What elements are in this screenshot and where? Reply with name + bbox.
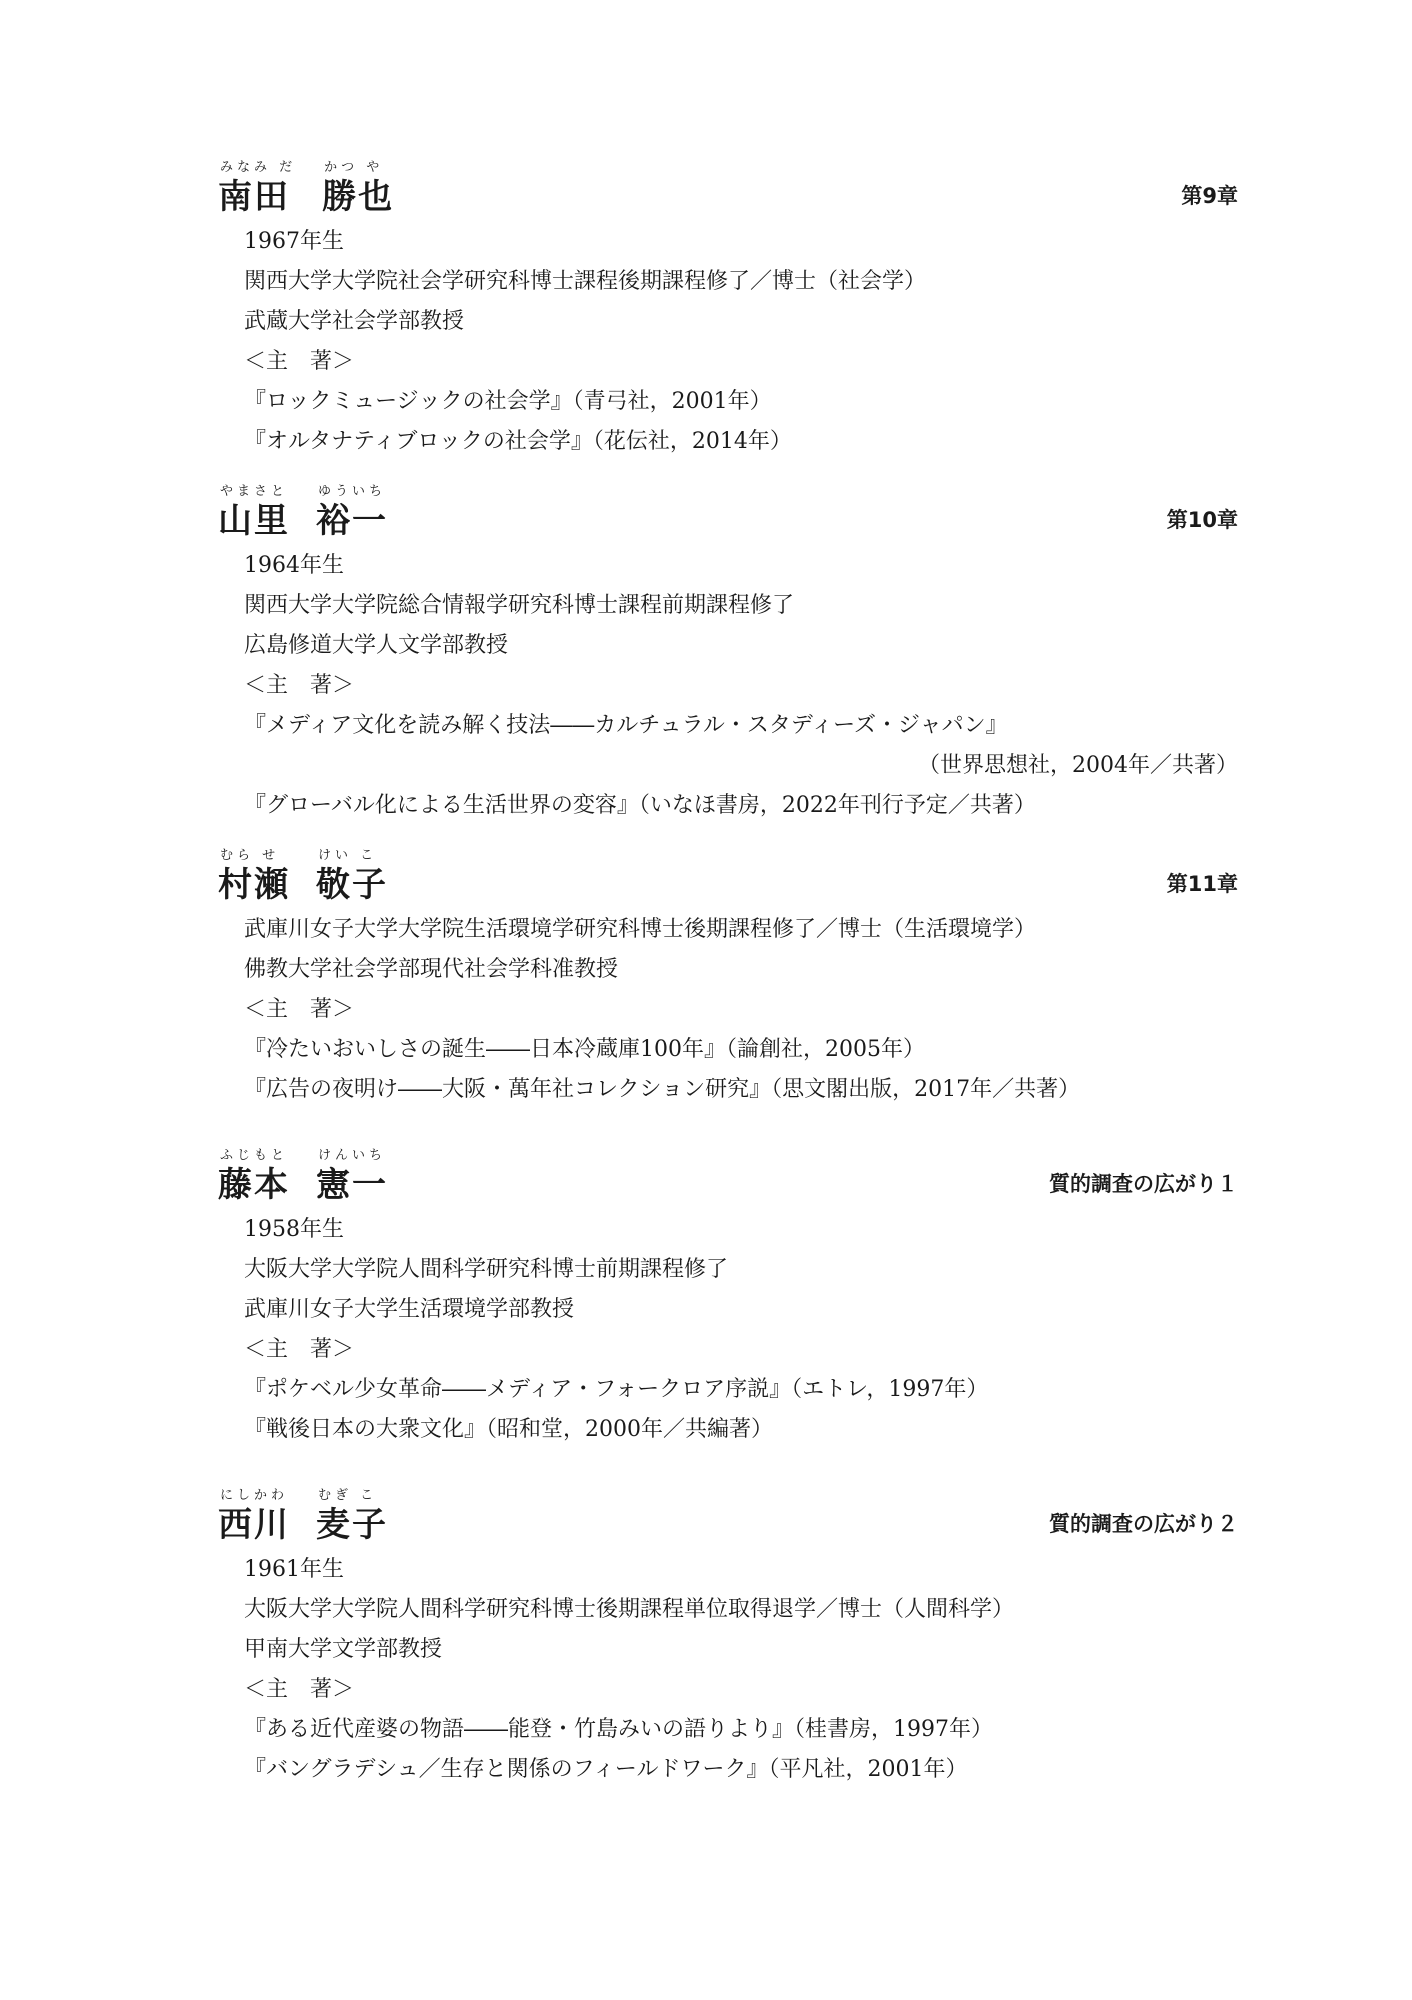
contributor-details <box>244 222 1238 462</box>
surname <box>218 484 290 542</box>
surname <box>218 848 290 906</box>
contributor-entry <box>218 484 1238 826</box>
contributor-heading <box>218 1148 1238 1210</box>
surname-text: 藤本 <box>218 1165 290 1205</box>
major-works-heading: ＜主 著＞ <box>244 349 355 374</box>
major-work: 『戦後日本の大衆文化』（昭和堂，2000年／共編著） <box>244 1417 773 1442</box>
contributor-heading <box>218 160 1238 222</box>
given-name-ruby: ゆういち <box>318 484 387 499</box>
major-work: 『バングラデシュ／生存と関係のフィールドワーク』（平凡社，2001年） <box>244 1757 968 1782</box>
major-works-heading: ＜主 著＞ <box>244 1337 355 1362</box>
chapter-label: 第11章 <box>1166 872 1238 896</box>
affiliation: 武蔵大学社会学部教授 <box>244 309 465 334</box>
affiliation: 武庫川女子大学生活環境学部教授 <box>244 1297 575 1322</box>
major-works-heading: ＜主 著＞ <box>244 997 355 1022</box>
given-name-ruby: かつ や <box>324 160 384 175</box>
education: 武庫川女子大学大学院生活環境学研究科博士後期課程修了／博士（生活環境学） <box>244 917 1037 942</box>
contributor-details <box>244 910 1238 1110</box>
affiliation: 広島修道大学人文学部教授 <box>244 633 509 658</box>
affiliation: 甲南大学文学部教授 <box>244 1637 443 1662</box>
contributor-name <box>218 160 394 218</box>
given-name <box>316 1488 388 1546</box>
surname-ruby: やまさと <box>220 484 289 499</box>
given-name <box>316 848 388 906</box>
chapter-label: 第10章 <box>1166 508 1238 532</box>
contributor-heading <box>218 1488 1238 1550</box>
given-name-text: 麦子 <box>316 1505 388 1545</box>
education: 関西大学大学院社会学研究科博士課程後期課程修了／博士（社会学） <box>244 269 927 294</box>
contributor-heading <box>218 848 1238 910</box>
contributor-entry <box>218 848 1238 1110</box>
given-name-ruby: けんいち <box>318 1148 387 1163</box>
surname-text: 村瀬 <box>218 865 290 905</box>
affiliation: 佛教大学社会学部現代社会学科准教授 <box>244 957 619 982</box>
major-work: 『ポケベル少女革命――メディア・フォークロア序説』（エトレ，1997年） <box>244 1377 989 1402</box>
surname-text: 山里 <box>218 501 290 541</box>
contributor-details <box>244 1550 1238 1790</box>
education: 大阪大学大学院人間科学研究科博士前期課程修了 <box>244 1257 729 1282</box>
major-work: 『オルタナティブロックの社会学』（花伝社，2014年） <box>244 429 792 454</box>
education: 大阪大学大学院人間科学研究科博士後期課程単位取得退学／博士（人間科学） <box>244 1597 1015 1622</box>
birth-year: 1958年生 <box>244 1217 344 1242</box>
major-work-continuation: （世界思想社，2004年／共著） <box>918 753 1238 778</box>
contributor-details <box>244 546 1238 826</box>
chapter-label: 質的調査の広がり１ <box>1049 1172 1238 1196</box>
contributor-details <box>244 1210 1238 1450</box>
major-works-heading: ＜主 著＞ <box>244 673 355 698</box>
contributor-entry <box>218 160 1238 462</box>
birth-year: 1961年生 <box>244 1557 344 1582</box>
contributor-name <box>218 848 388 906</box>
given-name <box>316 1148 388 1206</box>
surname-ruby: むら せ <box>220 848 280 863</box>
chapter-label: 第9章 <box>1181 184 1238 208</box>
given-name-ruby: けい こ <box>318 848 378 863</box>
given-name-ruby: むぎ こ <box>318 1488 378 1503</box>
birth-year: 1964年生 <box>244 553 344 578</box>
contributor-entry <box>218 1148 1238 1450</box>
surname-text: 南田 <box>218 177 290 217</box>
surname-text: 西川 <box>218 1505 290 1545</box>
surname-ruby: にしかわ <box>220 1488 289 1503</box>
education: 関西大学大学院総合情報学研究科博士課程前期課程修了 <box>244 593 795 618</box>
major-works-heading: ＜主 著＞ <box>244 1677 355 1702</box>
surname <box>218 1148 290 1206</box>
major-work: 『広告の夜明け――大阪・萬年社コレクション研究』（思文閣出版，2017年／共著） <box>244 1077 1081 1102</box>
chapter-label: 質的調査の広がり２ <box>1049 1512 1238 1536</box>
contributor-heading <box>218 484 1238 546</box>
given-name-text: 憲一 <box>316 1165 388 1205</box>
major-work: 『グローバル化による生活世界の変容』（いなほ書房，2022年刊行予定／共著） <box>244 793 1036 818</box>
birth-year: 1967年生 <box>244 229 344 254</box>
given-name-text: 勝也 <box>322 177 395 217</box>
major-work: 『冷たいおいしさの誕生――日本冷蔵庫100年』（論創社，2005年） <box>244 1037 925 1062</box>
given-name <box>322 160 394 218</box>
surname <box>218 1488 290 1546</box>
major-work: 『ある近代産婆の物語――能登・竹島みいの語りより』（桂書房，1997年） <box>244 1717 993 1742</box>
major-work: 『メディア文化を読み解く技法――カルチュラル・スタディーズ・ジャパン』 <box>244 713 1008 738</box>
given-name <box>316 484 388 542</box>
major-work: 『ロックミュージックの社会学』（青弓社，2001年） <box>244 389 772 414</box>
given-name-text: 裕一 <box>316 501 388 541</box>
surname-ruby: ふじもと <box>220 1148 289 1163</box>
surname-ruby: みなみ だ <box>220 160 297 175</box>
given-name-text: 敬子 <box>316 865 388 905</box>
contributor-entry <box>218 1488 1238 1790</box>
contributor-name <box>218 484 388 542</box>
contributor-name <box>218 1148 388 1206</box>
surname <box>218 160 296 218</box>
contributor-name <box>218 1488 388 1546</box>
